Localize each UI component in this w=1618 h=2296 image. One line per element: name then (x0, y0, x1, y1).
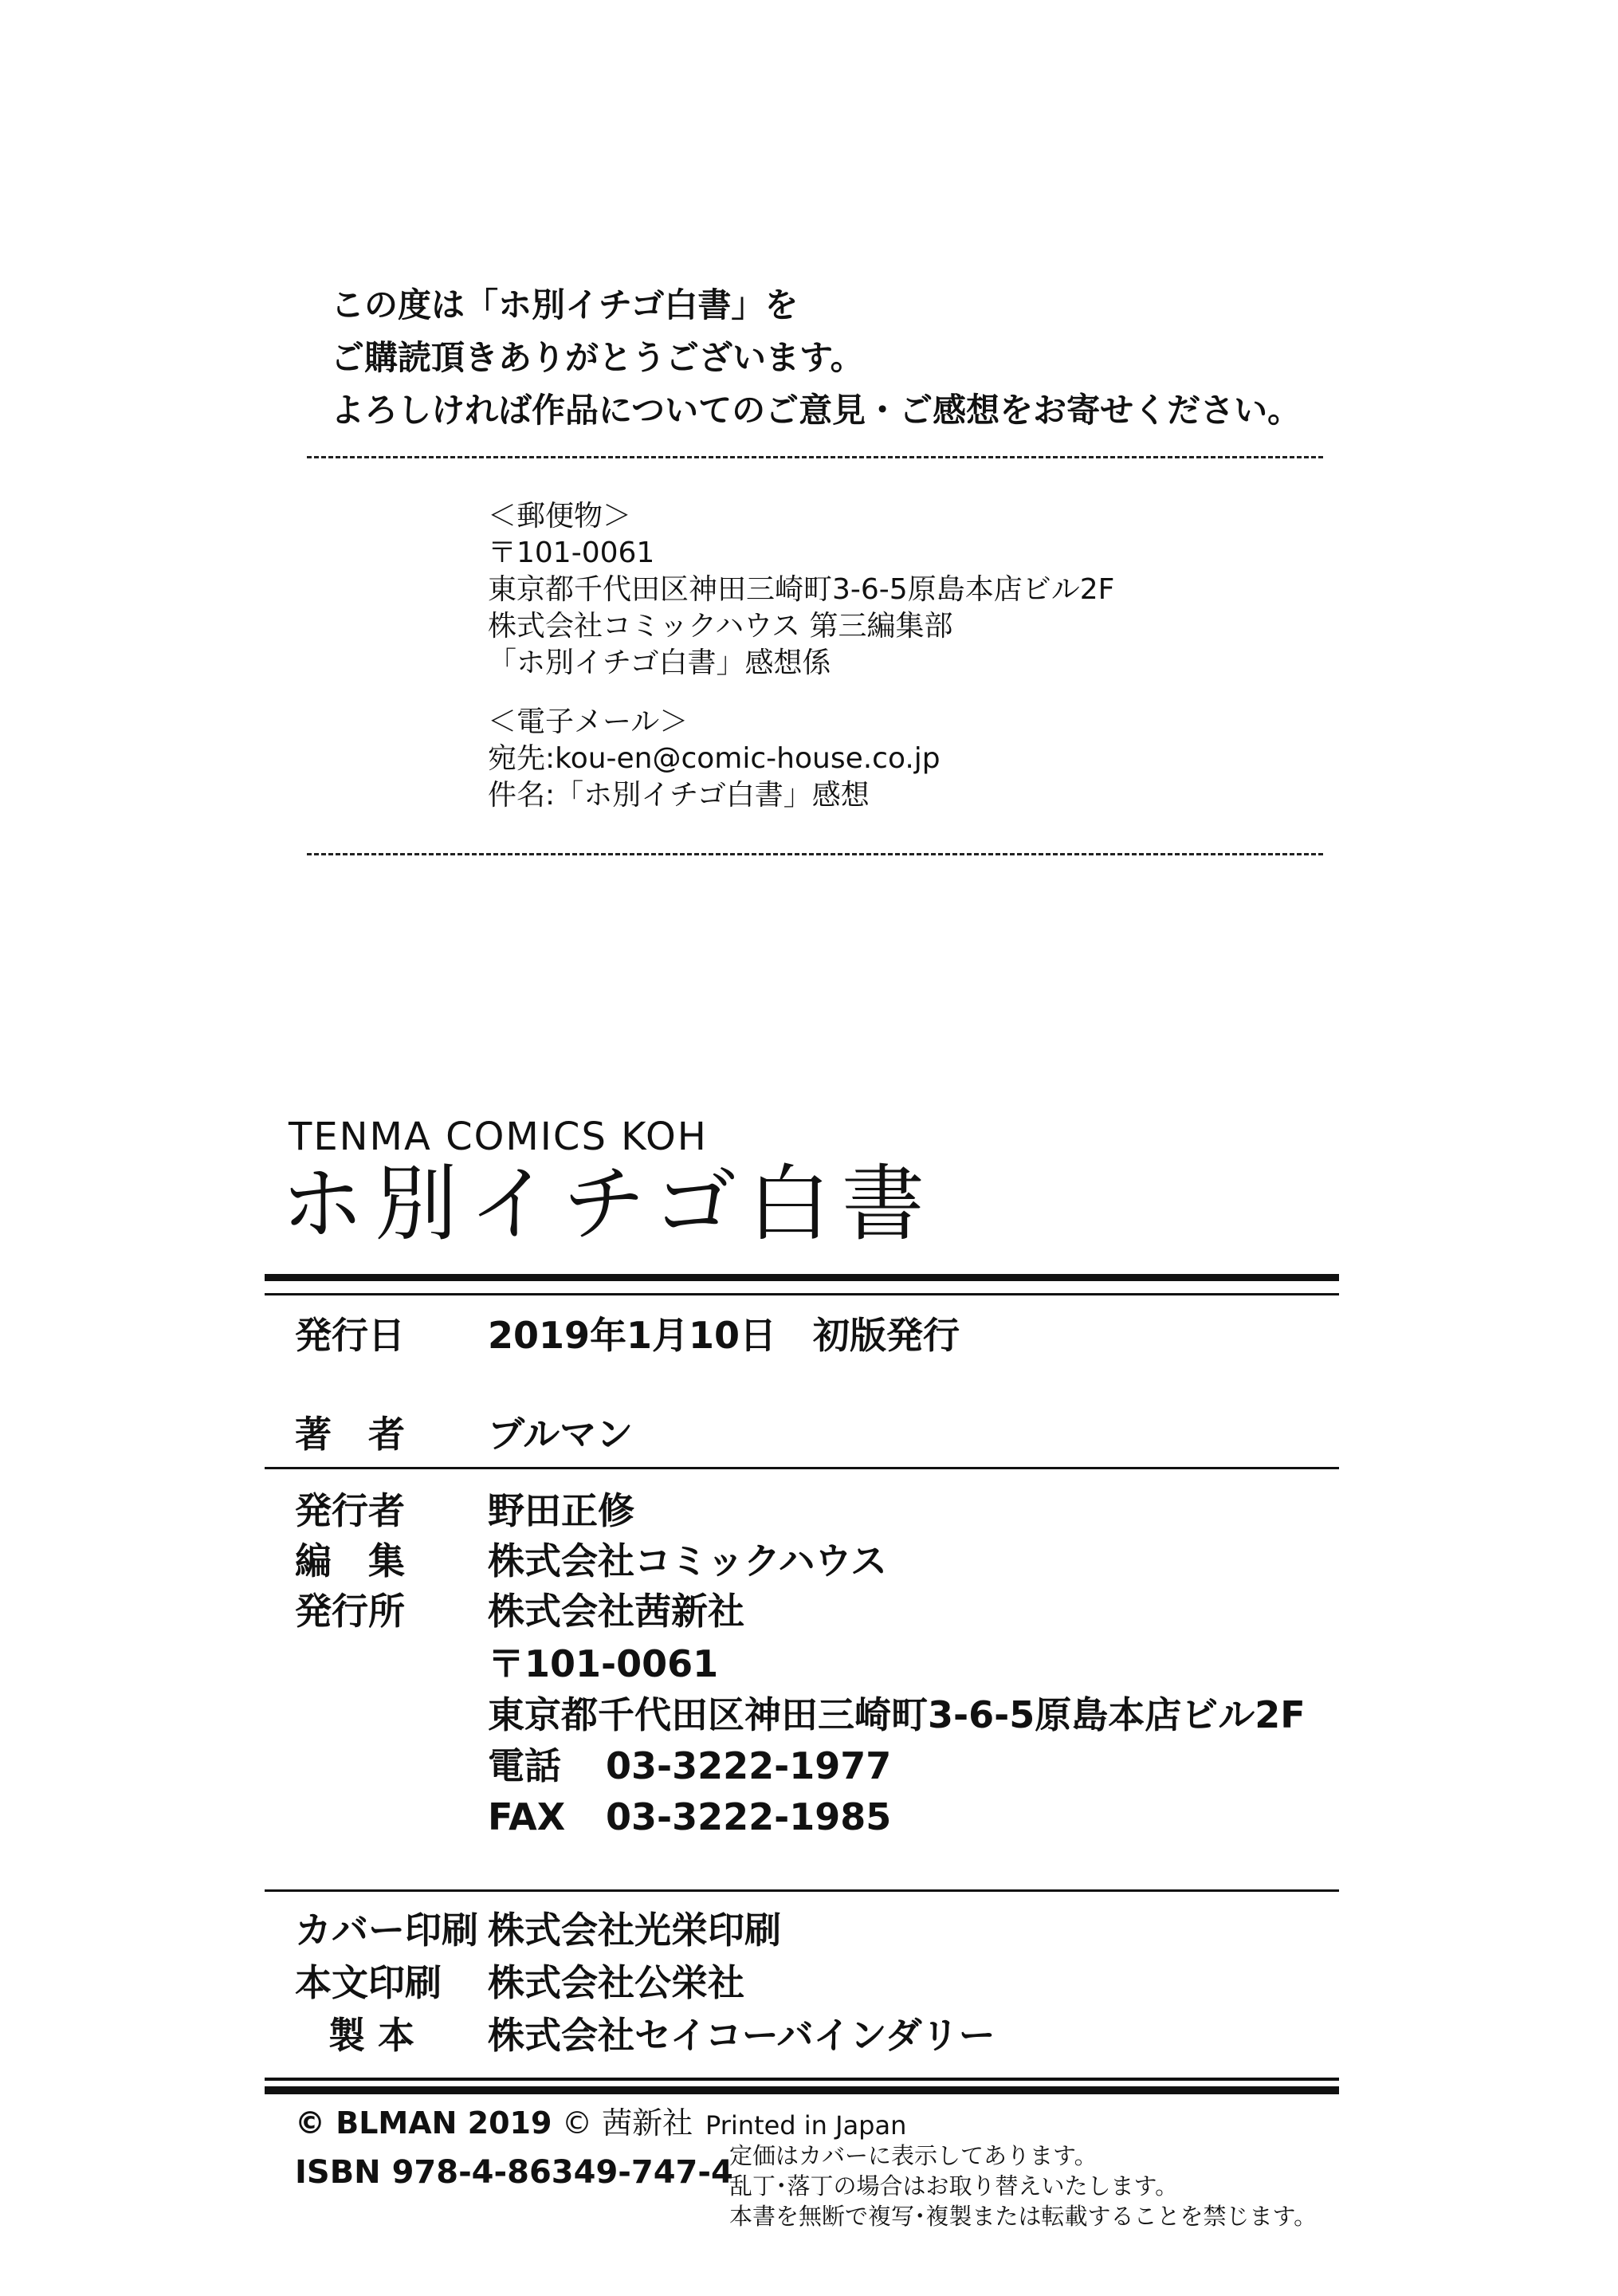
postal-attn: 「ホ別イチゴ白書」感想係 (488, 647, 831, 679)
author-value: ブルマン (488, 1413, 634, 1456)
title-rule-thin (265, 1293, 1339, 1295)
postal-zip: 〒101-0061 (488, 537, 655, 569)
body-print-label: 本文印刷 (295, 1961, 442, 2004)
dashed-divider-bottom (307, 853, 1323, 855)
publisher-person-label: 発行者 (295, 1489, 405, 1532)
office-value: 株式会社茜新社 (488, 1590, 744, 1633)
tel-label: 電話 (488, 1744, 561, 1787)
printing-rule (265, 1889, 1339, 1892)
postal-company: 株式会社コミックハウス 第三編集部 (488, 610, 953, 643)
title-rule-thick (265, 1274, 1339, 1281)
binding-label: 製 本 (328, 2014, 415, 2057)
email-to: 宛先:kou-en@comic-house.co.jp (488, 742, 941, 775)
copyright-author: © BLMAN 2019 (295, 2105, 552, 2141)
intro-line-2: ご購読頂きありがとうございます。 (331, 338, 864, 377)
book-title: ホ別イチゴ白書 (281, 1155, 936, 1252)
postal-heading: ＜郵便物＞ (488, 500, 632, 533)
intro-line-1: この度は「ホ別イチゴ白書」を (331, 285, 799, 324)
office-zip: 〒101-0061 (488, 1642, 719, 1685)
isbn: ISBN 978-4-86349-747-4 (295, 2154, 733, 2191)
email-heading: ＜電子メール＞ (488, 706, 689, 738)
issue-value: 2019年1月10日 初版発行 (488, 1314, 960, 1357)
footer-rule-thick (265, 2086, 1339, 2094)
editor-value: 株式会社コミックハウス (488, 1539, 887, 1582)
cover-print-value: 株式会社光栄印刷 (488, 1909, 781, 1952)
notice-copy: 本書を無断で複写･複製または転載することを禁じます。 (729, 2203, 1318, 2230)
notice-replace: 乱丁･落丁の場合はお取り替えいたします。 (729, 2172, 1179, 2200)
fax-value: 03-3222-1985 (606, 1795, 892, 1838)
binding-value: 株式会社セイコーバインダリー (488, 2014, 996, 2057)
author-rule (265, 1467, 1339, 1469)
copyright-publisher: © 茜新社 (562, 2105, 693, 2141)
office-address: 東京都千代田区神田三崎町3-6-5原島本店ビル2F (488, 1693, 1306, 1736)
author-label: 著 者 (295, 1413, 405, 1456)
editor-label: 編 集 (295, 1539, 405, 1582)
notice-price: 定価はカバーに表示してあります。 (729, 2142, 1098, 2169)
footer-rule-thin (265, 2078, 1339, 2081)
publisher-person-value: 野田正修 (488, 1489, 634, 1532)
office-label: 発行所 (295, 1590, 405, 1633)
body-print-value: 株式会社公栄社 (488, 1961, 744, 2004)
dashed-divider-top (307, 456, 1323, 458)
cover-print-label: カバー印刷 (295, 1909, 478, 1952)
tel-value: 03-3222-1977 (606, 1744, 892, 1787)
postal-address: 東京都千代田区神田三崎町3-6-5原島本店ビル2F (488, 573, 1115, 606)
email-subject: 件名:「ホ別イチゴ白書」感想 (488, 779, 870, 812)
series-name: TENMA COMICS KOH (289, 1115, 708, 1159)
printed-in-japan: Printed in Japan (705, 2110, 907, 2141)
fax-label: FAX (488, 1795, 566, 1838)
intro-line-3: よろしければ作品についてのご意見・ご感想をお寄せください。 (331, 391, 1302, 430)
issue-label: 発行日 (295, 1314, 405, 1357)
